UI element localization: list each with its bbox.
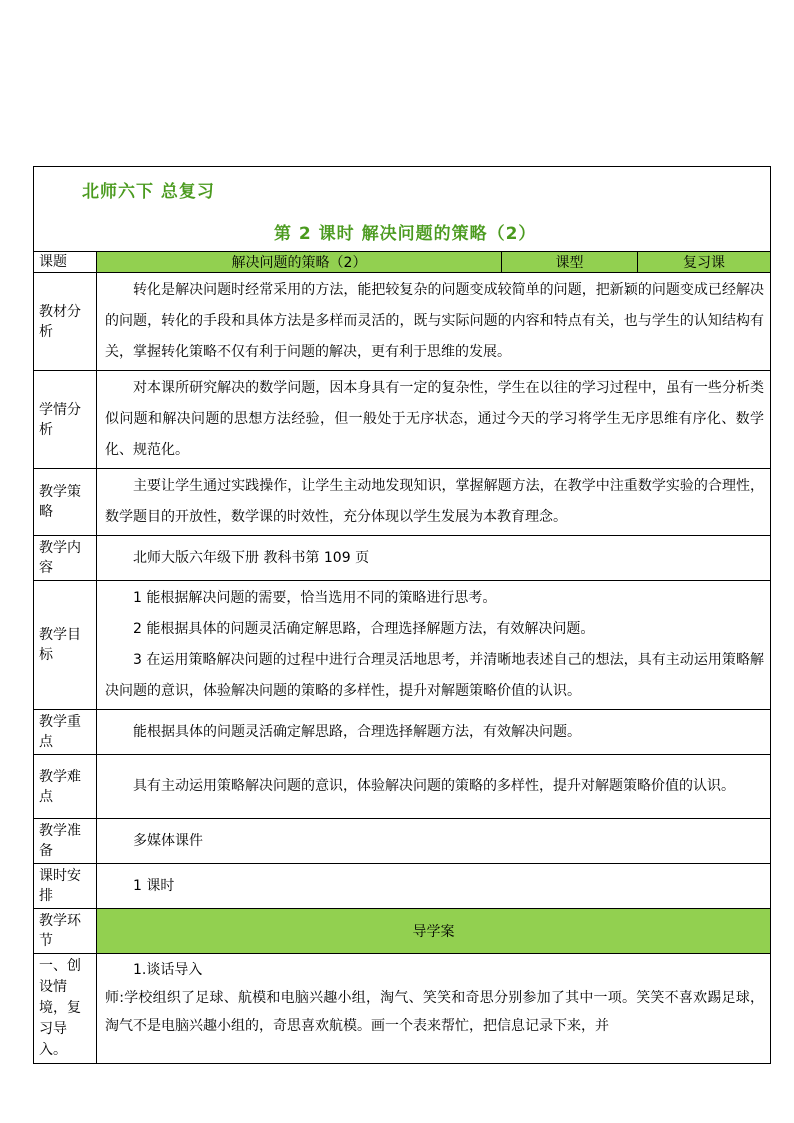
intro-cell bbox=[97, 954, 771, 1064]
material-row bbox=[34, 273, 771, 371]
goal-item: 3 在运用策略解决问题的过程中进行合理灵活地思考，并清晰地表述自己的想法，具有主动运用策略解决问题的意识，体验解决问题的策略的多样性，提升对解题策略价值的认识。 bbox=[105, 652, 764, 699]
type-value: 复习课 bbox=[638, 252, 771, 273]
topic-row bbox=[34, 252, 771, 273]
schedule-row bbox=[34, 864, 771, 909]
header-row bbox=[34, 167, 771, 252]
content-cell bbox=[97, 536, 771, 581]
intro-heading: 1.谈话导入 bbox=[133, 962, 203, 978]
content-label: 教学内容 bbox=[34, 536, 97, 581]
preparation-label: 教学准备 bbox=[34, 819, 97, 864]
header-cell bbox=[34, 167, 771, 252]
goals-row bbox=[34, 581, 771, 710]
key-points-label: 教学重点 bbox=[34, 710, 97, 755]
students-text: 对本课所研究解决的数学问题，因本身具有一定的复杂性，学生在以往的学习过程中，虽有一些分析类似问题和解决问题的思想方法经验，但一般处于无序状态，通过今天的学习将学生无序思维有序化、数学化、规范化。 bbox=[105, 380, 764, 458]
intro-row bbox=[34, 954, 771, 1064]
topic-label: 课题 bbox=[34, 252, 97, 273]
content-text: 北师大版六年级下册 教科书第 109 页 bbox=[133, 549, 370, 566]
key-points-cell bbox=[97, 710, 771, 755]
goal-item: 1 能根据解决问题的需要，恰当选用不同的策略进行思考。 bbox=[133, 590, 497, 606]
difficulties-text: 具有主动运用策略解决问题的意识，体验解决问题的策略的多样性，提升对解题策略价值的认识。 bbox=[133, 778, 735, 794]
key-points-text: 能根据具体的问题灵活确定解思路，合理选择解题方法，有效解决问题。 bbox=[133, 723, 581, 740]
preparation-cell bbox=[97, 819, 771, 864]
schedule-text: 1 课时 bbox=[133, 877, 175, 894]
series-title: 北师六下 总复习 bbox=[82, 182, 215, 202]
difficulties-row bbox=[34, 755, 771, 819]
students-row bbox=[34, 371, 771, 469]
preparation-row bbox=[34, 819, 771, 864]
intro-label: 一、创设情境，复习导入。 bbox=[34, 954, 97, 1064]
material-cell bbox=[97, 273, 771, 371]
schedule-label: 课时安排 bbox=[34, 864, 97, 909]
material-label: 教材分析 bbox=[34, 273, 97, 371]
schedule-cell bbox=[97, 864, 771, 909]
strategy-text: 主要让学生通过实践操作，让学生主动地发现知识，掌握解题方法，在教学中注重数学实验的合理性，数学题目的开放性，数学课的时效性，充分体现以学生发展为本教育理念。 bbox=[105, 478, 764, 525]
stages-row bbox=[34, 909, 771, 954]
type-label: 课型 bbox=[502, 252, 638, 273]
goal-item: 2 能根据具体的问题灵活确定解思路，合理选择解题方法，有效解决问题。 bbox=[133, 621, 595, 637]
lesson-title: 第 2 课时 解决问题的策略（2） bbox=[274, 224, 537, 244]
difficulties-cell bbox=[97, 755, 771, 819]
stages-header: 导学案 bbox=[97, 909, 771, 954]
stages-label: 教学环节 bbox=[34, 909, 97, 954]
preparation-text: 多媒体课件 bbox=[133, 832, 203, 849]
topic-value: 解决问题的策略（2） bbox=[97, 252, 502, 273]
strategy-cell bbox=[97, 469, 771, 536]
students-cell bbox=[97, 371, 771, 469]
material-text: 转化是解决问题时经常采用的方法，能把较复杂的问题变成较简单的问题，把新颖的问题变成已经解决的问题，转化的手段和具体方法是多样而灵活的，既与实际问题的内容和特点有关，也与学生的认知结构有关，掌握转化策略不仅有利于问题的解决，更有利于思维的发展。 bbox=[105, 282, 764, 360]
strategy-row bbox=[34, 469, 771, 536]
goals-cell bbox=[97, 581, 771, 710]
intro-text: 师:学校组织了足球、航模和电脑兴趣小组，淘气、笑笑和奇思分别参加了其中一项。笑笑不喜欢踢足球，淘气不是电脑兴趣小组的，奇思喜欢航模。画一个表来帮忙，把信息记录下来，并 bbox=[105, 990, 764, 1034]
goals-label: 教学目标 bbox=[34, 581, 97, 710]
lesson-plan-table bbox=[33, 166, 771, 1064]
difficulties-label: 教学难点 bbox=[34, 755, 97, 819]
key-points-row bbox=[34, 710, 771, 755]
content-row bbox=[34, 536, 771, 581]
students-label: 学情分析 bbox=[34, 371, 97, 469]
strategy-label: 教学策略 bbox=[34, 469, 97, 536]
lesson-plan-sheet bbox=[33, 166, 770, 1064]
